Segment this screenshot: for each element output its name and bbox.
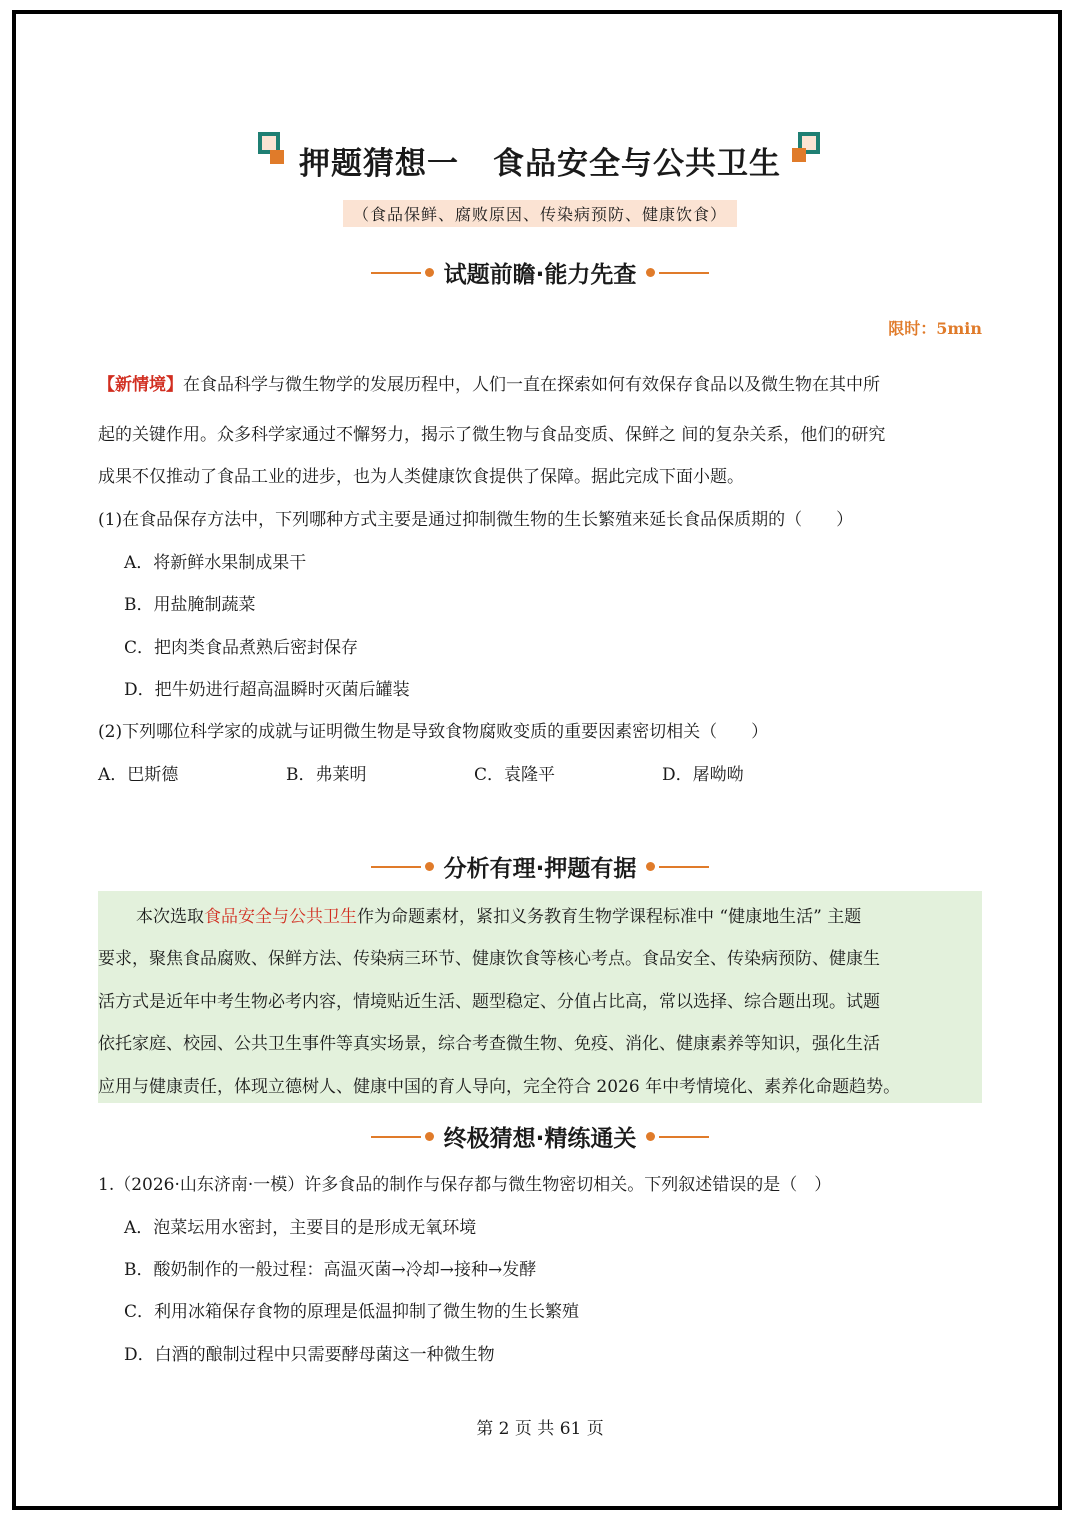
heading-dot-left (425, 862, 434, 871)
heading-line-left (371, 866, 421, 868)
heading-dot-right (646, 1132, 655, 1141)
heading-line-left (371, 1136, 421, 1138)
scenario-line-3: 成果不仅推动了食品工业的进步，也为人类健康饮食提供了保障。据此完成下面小题。 (98, 467, 744, 487)
analysis-intro: 本次选取 (136, 907, 204, 927)
exercise-1-option-d[interactable]: D．白酒的酿制过程中只需要酵母菌这一种微生物 (124, 1345, 495, 1365)
analysis-line-3: 活方式是近年中考生物必考内容，情境贴近生活、题型稳定、分值占比高，常以选择、综合题出现。试题 (98, 992, 880, 1012)
heading-dot-right (646, 268, 655, 277)
title-part-1: 押题猜想一 (299, 146, 459, 182)
title-part-2: 食品安全与公共卫生 (493, 146, 781, 182)
time-limit (888, 316, 982, 339)
question-2-stem: (2)下列哪位科学家的成就与证明微生物是导致食物腐败变质的重要因素密切相关（ ） (98, 722, 769, 742)
heading-text: 分析有理·押题有据 (443, 856, 637, 882)
q2-option-a[interactable]: A．巴斯德 (98, 765, 179, 785)
q1-option-c[interactable]: C．把肉类食品煮熟后密封保存 (124, 638, 359, 658)
analysis-line-4: 依托家庭、校园、公共卫生事件等真实场景，综合考查微生物、免疫、消化、健康素养等知识，强化生活 (98, 1034, 880, 1054)
analysis-line-2: 要求，聚焦食品腐败、保鲜方法、传染病三环节、健康饮食等核心考点。食品安全、传染病预防、健康生 (98, 949, 880, 969)
section-heading-final (0, 1120, 1080, 1153)
time-limit-label: 限时： (888, 319, 937, 338)
heading-text: 试题前瞻·能力先查 (443, 262, 637, 288)
q2-option-d[interactable]: D．屠呦呦 (662, 765, 744, 785)
q1-option-a[interactable]: A．将新鲜水果制成果干 (124, 553, 307, 573)
page-footer: 第 2 页 共 61 页 (476, 1419, 604, 1439)
scenario-line-2: 起的关键作用。众多科学家通过不懈努力，揭示了微生物与食品变质、保鲜之 间的复杂关系，他们的研究 (98, 425, 886, 445)
heading-line-right (659, 272, 709, 274)
analysis-line-1 (136, 902, 861, 927)
scenario-text-1: 在食品科学与微生物学的发展历程中，人们一直在探索如何有效保存食品以及微生物在其中所 (183, 375, 880, 395)
subtitle: （食品保鲜、腐败原因、传染病预防、健康饮食） (343, 200, 737, 227)
scenario-line-1 (98, 370, 880, 395)
analysis-line-5: 应用与健康责任，体现立德树人、健康中国的育人导向，完全符合 2026 年中考情境化、素养化命题趋势。 (98, 1077, 901, 1097)
heading-line-right (659, 1136, 709, 1138)
time-limit-value: 5min (936, 319, 982, 338)
heading-dot-left (425, 1132, 434, 1141)
exercise-1-stem: 1.（2026·山东济南·一模）许多食品的制作与保存都与微生物密切相关。下列叙述错误的是（ ） (98, 1175, 832, 1195)
section-heading-analysis (0, 850, 1080, 883)
analysis-line-1-rest: 作为命题素材，紧扣义务教育生物学课程标准中 “健康地生活” 主题 (357, 907, 862, 927)
section-heading-preview (0, 256, 1080, 289)
heading-line-right (659, 866, 709, 868)
heading-line-left (371, 272, 421, 274)
q2-option-c[interactable]: C．袁隆平 (474, 765, 556, 785)
heading-dot-right (646, 862, 655, 871)
question-1-stem: (1)在食品保存方法中，下列哪种方式主要是通过抑制微生物的生长繁殖来延长食品保质期的（ ） (98, 510, 854, 530)
exercise-1-option-b[interactable]: B．酸奶制作的一般过程：高温灭菌→冷却→接种→发酵 (124, 1260, 537, 1280)
q1-option-d[interactable]: D．把牛奶进行超高温瞬时灭菌后罐装 (124, 680, 410, 700)
analysis-highlight: 食品安全与公共卫生 (204, 907, 357, 927)
scenario-tag: 【新情境】 (98, 375, 183, 395)
page-title (0, 138, 1080, 183)
subtitle-container (0, 200, 1080, 227)
heading-dot-left (425, 268, 434, 277)
exercise-1-option-a[interactable]: A．泡菜坛用水密封，主要目的是形成无氧环境 (124, 1218, 477, 1238)
q1-option-b[interactable]: B．用盐腌制蔬菜 (124, 595, 256, 615)
analysis-box (98, 891, 982, 1103)
exercise-1-option-c[interactable]: C．利用冰箱保存食物的原理是低温抑制了微生物的生长繁殖 (124, 1302, 580, 1322)
q2-option-b[interactable]: B．弗莱明 (286, 765, 367, 785)
heading-text: 终极猜想·精练通关 (443, 1126, 637, 1152)
